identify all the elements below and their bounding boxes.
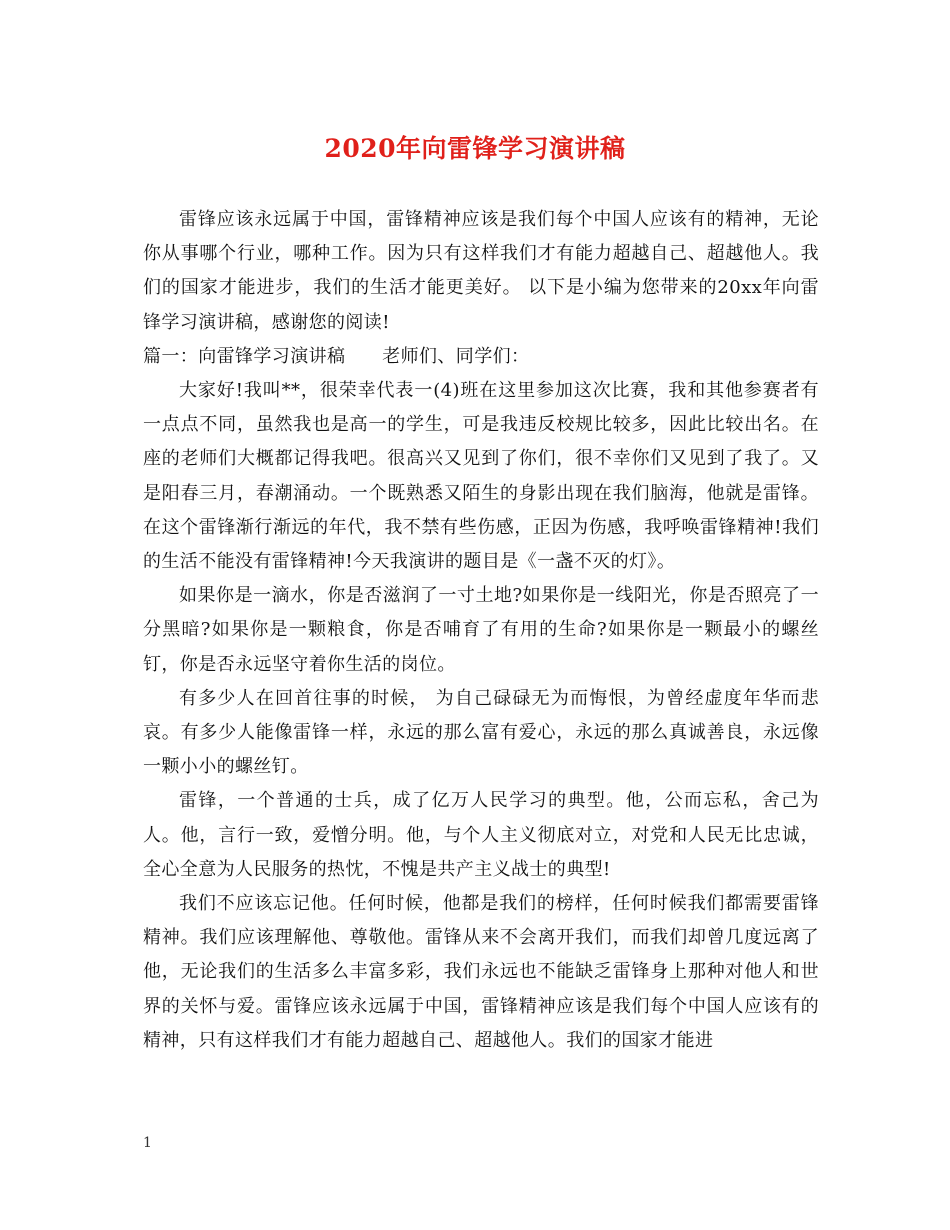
paragraph-intro: 雷锋应该永远属于中国，雷锋精神应该是我们每个中国人应该有的精神，无论你从事哪个行业，哪种工作。因为只有这样我们才有能力超越自己、超越他人。我们的国家才能进步，我们的生活才能更美好。 以下是小编为您带来的20xx年向雷锋学习演讲稿，感谢您的阅读! bbox=[143, 209, 819, 333]
paragraph-greeting: 大家好!我叫**，很荣幸代表一(4)班在这里参加这次比赛，我和其他参赛者有一点点不同，虽然我也是高一的学生，可是我违反校规比较多，因此比较出名。在座的老师们大概都记得我吧。很高兴又见到了你们，很不幸你们又见到了我了。又是阳春三月，春潮涌动。一个既熟悉又陌生的身影出现在我们脑海，他就是雷锋。在这个雷锋渐行渐远的年代，我不禁有些伤感，正因为伤感，我呼唤雷锋精神!我们的生活不能没有雷锋精神!今天我演讲的题目是《一盏不灭的灯》。 bbox=[143, 380, 819, 573]
document-body bbox=[143, 203, 819, 1058]
document-title: 2020年向雷锋学习演讲稿 bbox=[324, 134, 626, 163]
paragraph-reflection: 有多少人在回首往事的时候， 为自己碌碌无为而悔恨，为曾经虚度年华而悲哀。有多少人能像雷锋一样，永远的那么富有爱心，永远的那么真诚善良，永远像一颗小小的螺丝钉。 bbox=[143, 687, 819, 778]
page-number: 1 bbox=[143, 1135, 152, 1151]
paragraph-leifeng-model: 雷锋，一个普通的士兵，成了亿万人民学习的典型。他，公而忘私，舍己为人。他，言行一致，爱憎分明。他，与个人主义彻底对立，对党和人民无比忠诚，全心全意为人民服务的热忱，不愧是共产主义战士的典型! bbox=[143, 790, 819, 880]
paragraph-section-heading: 篇一：向雷锋学习演讲稿 老师们、同学们： bbox=[143, 345, 530, 367]
paragraph-remember: 我们不应该忘记他。任何时候，他都是我们的榜样，任何时候我们都需要雷锋精神。我们应该理解他、尊敬他。雷锋从来不会离开我们，而我们却曾几度远离了他，无论我们的生活多么丰富多彩，我们永远也不能缺乏雷锋身上那种对他人和世界的关怀与爱。雷锋应该永远属于中国，雷锋精神应该是我们每个中国人应该有的精神，只有这样我们才有能力超越自己、超越他人。我们的国家才能进 bbox=[143, 893, 819, 1051]
paragraph-questions: 如果你是一滴水，你是否滋润了一寸土地?如果你是一线阳光，你是否照亮了一分黑暗?如果你是一颗粮食，你是否哺育了有用的生命?如果你是一颗最小的螺丝钉，你是否永远坚守着你生活的岗位。 bbox=[143, 585, 819, 675]
